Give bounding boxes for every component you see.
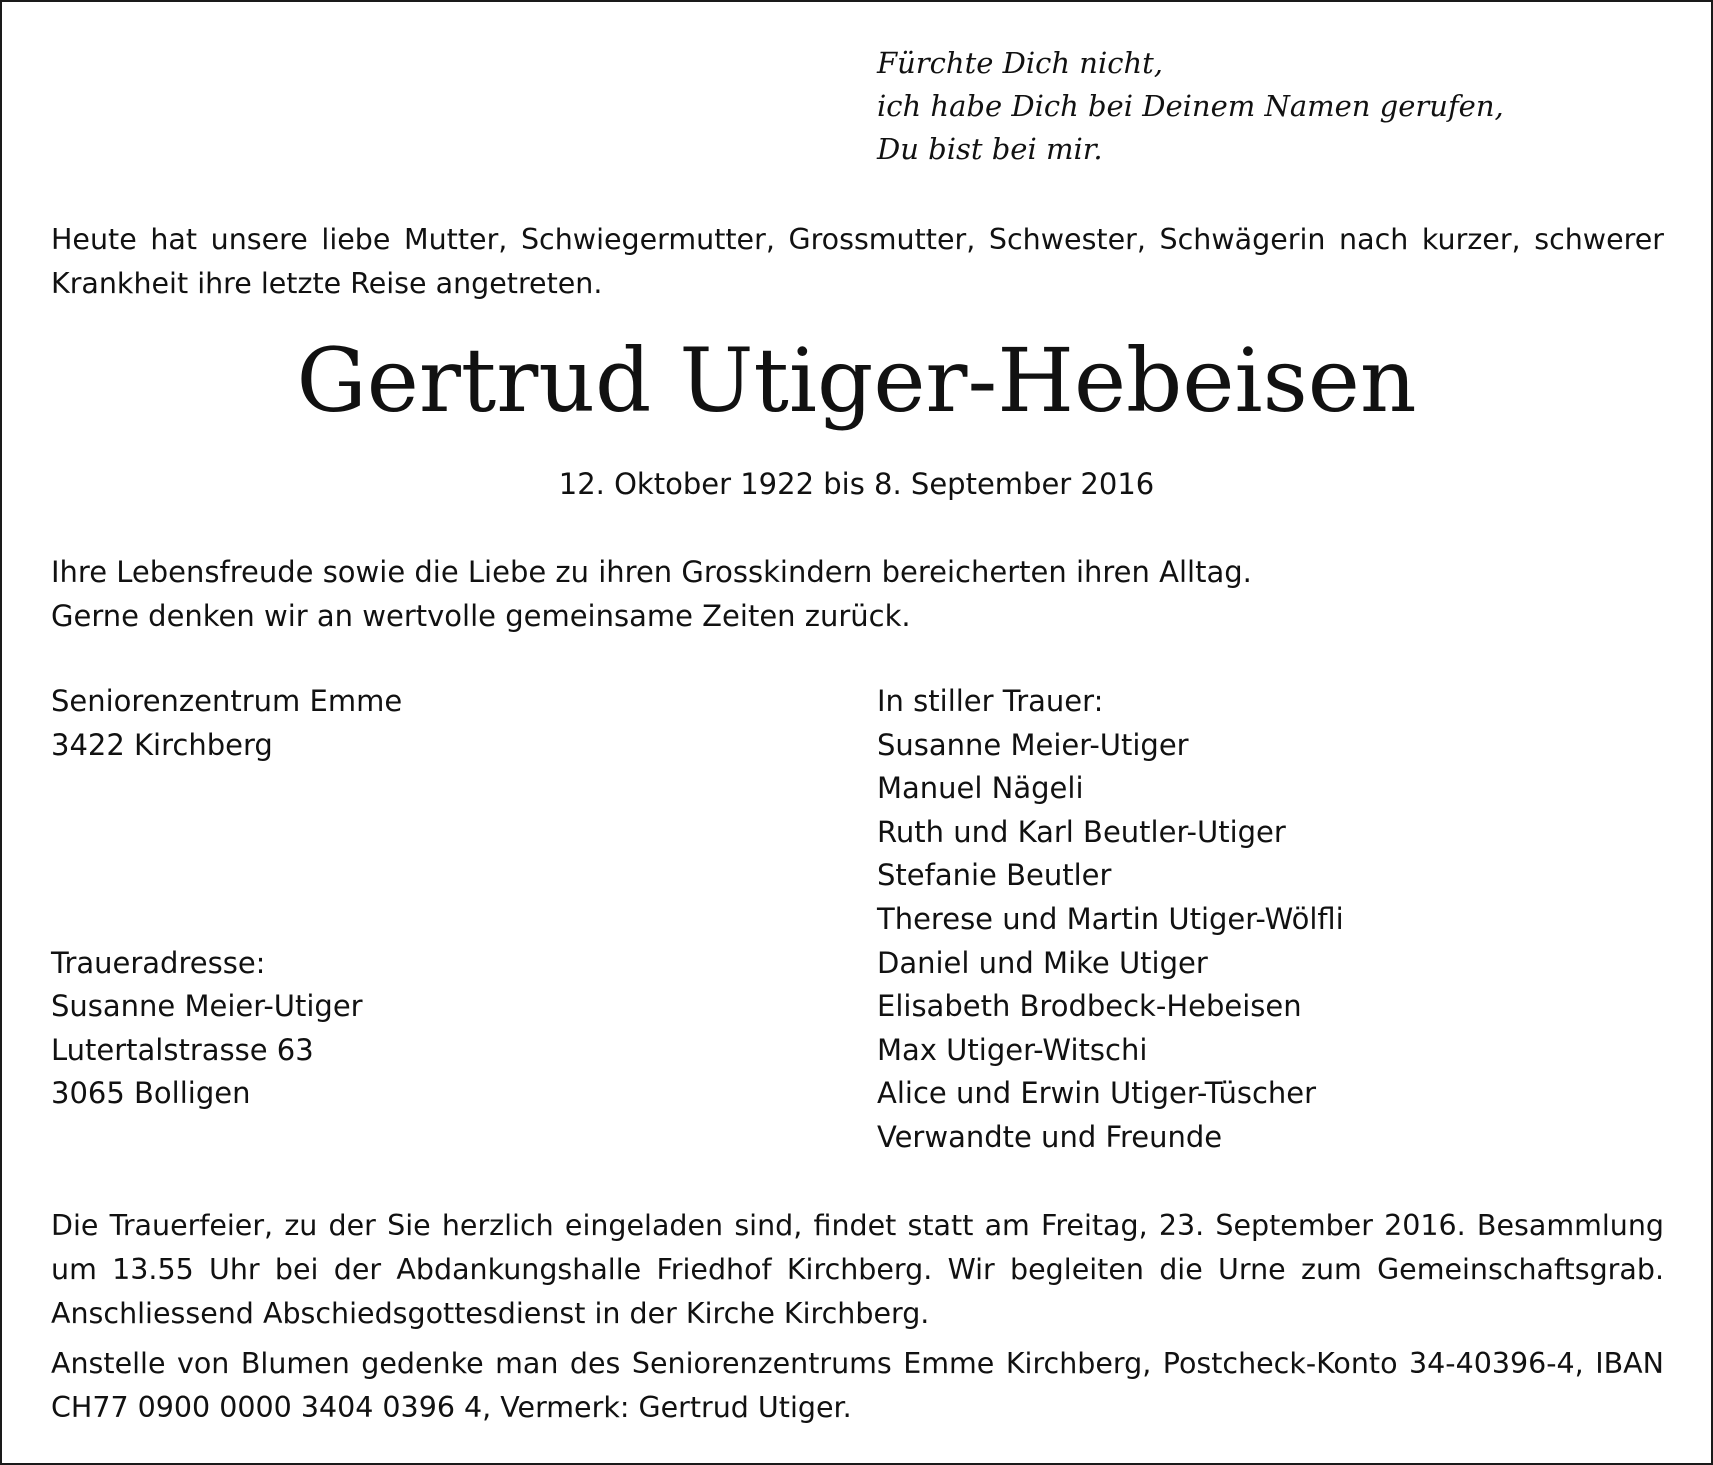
verse-line: ich habe Dich bei Deinem Namen gerufen,: [877, 89, 1504, 123]
mourner-name: Verwandte und Freunde: [877, 1119, 1223, 1154]
mourning-address-heading: Traueradresse:: [51, 945, 266, 980]
mourner-name: Therese und Martin Utiger-Wölfli: [877, 901, 1344, 936]
column-spacer: [51, 767, 831, 941]
mourner-name: Ruth und Karl Beutler-Utiger: [877, 814, 1286, 849]
mourners-heading: In stiller Trauer:: [877, 684, 1104, 718]
mourner-name: Stefanie Beutler: [877, 858, 1112, 893]
care-home-city: 3422 Kirchberg: [51, 727, 273, 762]
tribute-paragraph: [51, 550, 1664, 638]
tribute-line: Ihre Lebensfreude sowie die Liebe zu ihren Grosskindern bereicherten ihren Alltag.: [51, 555, 1252, 589]
deceased-name: Gertrud Utiger-Hebeisen: [296, 329, 1417, 432]
address-column: [51, 680, 831, 1116]
mourner-name: Max Utiger-Witschi: [877, 1032, 1148, 1067]
donation-paragraph: Anstelle von Blumen gedenke man des Seniorenzentrums Emme Kirchberg, Postcheck-Konto 34-40396-4, IBAN CH77 0900 0000 3404 0396 4, Vermerk: Gertrud Utiger.: [51, 1347, 1664, 1424]
mourning-address-name: Susanne Meier-Utiger: [51, 989, 363, 1024]
mourner-name: Elisabeth Brodbeck-Hebeisen: [877, 989, 1302, 1024]
tribute-line: Gerne denken wir an wertvolle gemeinsame Zeiten zurück.: [51, 599, 911, 633]
verse-line: Du bist bei mir.: [877, 132, 1103, 166]
mourners-column: [877, 680, 1667, 1160]
mourner-name: Susanne Meier-Utiger: [877, 727, 1189, 762]
mourner-name: Daniel und Mike Utiger: [877, 945, 1208, 980]
bible-verse: [877, 42, 1657, 171]
ceremony-paragraph: Die Trauerfeier, zu der Sie herzlich eingeladen sind, findet statt am Freitag, 23. September 2016. Besammlung um 13.55 Uhr bei der Abdankungshalle Friedhof Kirchberg. Wir begleiten die Urne zum Gemeinschaftsgrab. Anschliessend Abschiedsgottesdienst in der Kirche Kirchberg.: [51, 1209, 1664, 1330]
mourner-name: Alice und Erwin Utiger-Tüscher: [877, 1076, 1317, 1111]
verse-line: Fürchte Dich nicht,: [877, 46, 1164, 80]
life-dates: 12. Oktober 1922 bis 8. September 2016: [558, 467, 1155, 501]
mourning-address-city: 3065 Bolligen: [51, 1076, 251, 1111]
intro-paragraph: Heute hat unsere liebe Mutter, Schwiegermutter, Grossmutter, Schwester, Schwägerin nach kurzer, schwerer Krankheit ihre letzte Reise angetreten.: [51, 223, 1664, 300]
mourning-address-street: Lutertalstrasse 63: [51, 1032, 314, 1067]
mourner-name: Manuel Nägeli: [877, 771, 1084, 806]
care-home-name: Seniorenzentrum Emme: [51, 684, 403, 718]
